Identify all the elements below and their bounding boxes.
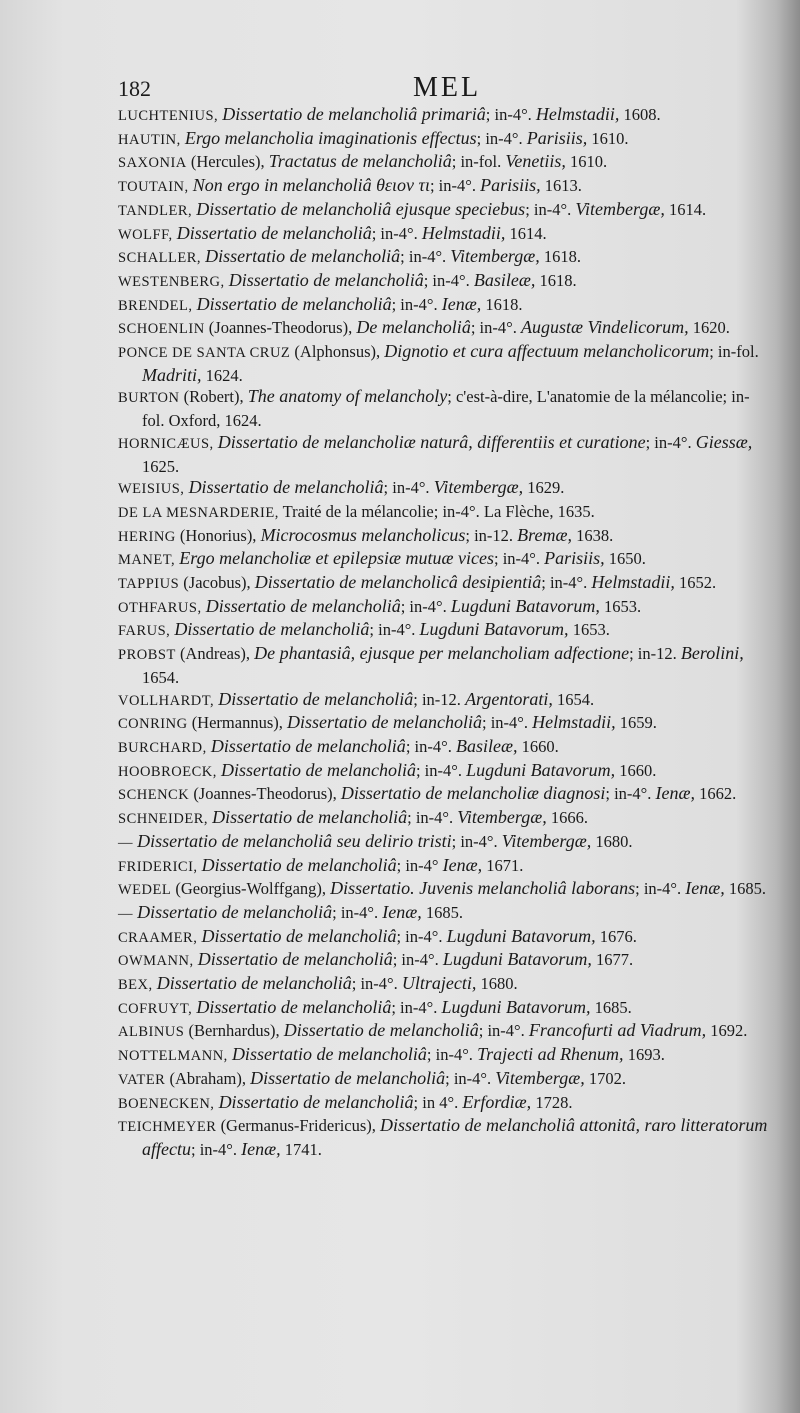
entry-title: Dissertatio de melancholiâ attonitâ, raro litteratorum affectu — [142, 1115, 768, 1159]
entry-place: Helmstadii, — [535, 104, 620, 124]
entry-place: Bremæ, — [517, 524, 572, 545]
entry-text: (Abraham), — [165, 1068, 251, 1088]
entry-rest: ; in-fol. — [451, 152, 506, 172]
entry-title: Dissertatio de melancholiâ — [287, 712, 482, 733]
entry-place: Argentorati, — [465, 688, 553, 709]
entry-title: Dignotio et cura affectuum melancholicorum — [384, 341, 710, 362]
entry-author: WEDEL — [118, 882, 172, 899]
entry-tail: 1614. — [664, 199, 707, 219]
entry-tail: 1677. — [591, 950, 634, 970]
page-number: 182 — [118, 76, 151, 101]
bibliography-entry — [118, 128, 768, 152]
entry-author: COFRUYT, — [118, 1000, 193, 1017]
entry-rest: ; in-4°. — [485, 105, 536, 124]
entry-text: (Andreas), — [175, 644, 255, 664]
entry-author: CONRING — [118, 716, 188, 733]
entry-title: Dissertatio de melancholiâ — [231, 1044, 427, 1065]
entry-rest: ; in-4°. — [645, 432, 696, 452]
entry-text: (Germanus-Fridericus), — [216, 1116, 381, 1136]
entry-title: Dissertatio de melancholiâ — [201, 925, 397, 946]
entry-title: Dissertatio de melancholiâ — [196, 293, 392, 314]
entry-tail: 1702. — [584, 1068, 626, 1088]
bibliography-entry — [118, 386, 768, 431]
entry-rest: ; in-4°. — [525, 199, 576, 219]
entry-tail: 1653. — [599, 596, 642, 616]
entry-author: — — [118, 905, 133, 922]
bibliography-entry — [118, 1020, 768, 1044]
entry-text: (Georgius-Wolffgang), — [171, 879, 331, 899]
entry-rest: ; in-4°. — [369, 620, 420, 640]
entry-place: Vitembergæ, — [450, 246, 540, 267]
entry-place: Francofurti ad Viadrum, — [528, 1020, 707, 1041]
bibliography-entry — [118, 736, 768, 760]
entry-place: Parisiis, — [544, 548, 605, 569]
bibliography-entry — [118, 175, 768, 199]
entry-author: HAUTIN, — [118, 131, 181, 148]
entry-tail: 1693. — [623, 1045, 665, 1065]
entry-text: (Alphonsus), — [290, 342, 385, 362]
entry-tail: 1685. — [590, 997, 632, 1017]
entry-title: Dissertatio de melancholiâ — [205, 595, 401, 616]
entry-rest: ; in-4°. — [190, 1139, 242, 1159]
entry-tail: 1685. — [724, 879, 767, 899]
entry-place: Basileæ, — [473, 269, 536, 290]
bibliography-entry — [118, 643, 768, 688]
entry-tail: 1680. — [476, 974, 518, 994]
entry-author: FARUS, — [118, 623, 171, 640]
entry-author: BURTON — [118, 390, 180, 407]
entry-tail: 1610. — [565, 152, 608, 172]
entry-author: SAXONIA — [118, 155, 187, 172]
entry-place: Vitembergæ, — [495, 1067, 585, 1088]
bibliography-entry — [118, 902, 768, 926]
entry-tail: 1671. — [482, 855, 524, 875]
entry-title: Dissertatio de melancholiâ seu delirio tristi — [137, 830, 452, 851]
entry-tail: 1608. — [619, 105, 661, 124]
entry-place: Venetiis, — [505, 151, 566, 172]
entry-tail: 1692. — [706, 1021, 748, 1041]
entry-rest: ; in-4°. — [451, 831, 502, 851]
bibliography-entry — [118, 973, 768, 997]
entry-place: Lugduni Batavorum, — [442, 949, 592, 970]
entry-tail: 1685. — [421, 902, 463, 922]
entry-tail: 1618. — [539, 247, 582, 267]
entry-title: Dissertatio de melancholiæ naturâ, differentiis et curatione — [217, 431, 646, 452]
entry-tail: 1625. — [142, 456, 180, 476]
entry-place: Lugduni Batavorum, — [466, 759, 616, 780]
entry-tail: 1618. — [535, 270, 577, 290]
entry-place: Ienæ, — [442, 854, 483, 875]
entry-author: PONCE DE SANTA CRUZ — [118, 345, 291, 362]
entry-place: Basileæ, — [455, 735, 518, 756]
entry-author: HOOBROECK, — [118, 763, 217, 780]
entry-place: Ienæ, — [655, 783, 695, 804]
entry-title: De melancholiâ — [356, 317, 471, 338]
bibliography-entry — [118, 341, 768, 386]
entry-title: Dissertatio de melancholiâ — [176, 222, 372, 243]
entry-rest: ; in-4°. — [383, 478, 434, 498]
entry-title: Ergo melancholiæ et epilepsiæ mutuæ vices — [179, 548, 495, 569]
entry-place: Giessæ, — [695, 431, 753, 452]
entry-rest: ; in-4°. — [423, 270, 474, 290]
entry-title: Dissertatio de melancholiâ — [250, 1067, 446, 1088]
entry-rest: ; in-12. — [413, 689, 466, 709]
entry-rest: ; in-4°. — [445, 1068, 496, 1088]
entry-place: Vitembergæ, — [433, 477, 524, 498]
entry-author: OTHFARUS, — [118, 599, 202, 616]
entry-place: Lugduni Batavorum, — [441, 996, 591, 1017]
entry-title: Dissertatio de melancholiâ — [228, 269, 424, 290]
entry-author: TEICHMEYER — [118, 1119, 217, 1136]
entry-tail: 1660. — [615, 760, 657, 780]
entry-tail: 1662. — [695, 784, 737, 804]
entry-author: — — [118, 834, 133, 851]
entry-tail: 1654. — [552, 689, 595, 709]
bibliography-entry — [118, 317, 768, 341]
entry-title: Microcosmus melancholicus — [260, 524, 466, 545]
entry-place: Madriti, — [142, 364, 202, 385]
entry-text: (Hercules), — [186, 152, 269, 172]
entry-tail: 1618. — [481, 294, 523, 314]
bibliography-entry — [118, 949, 768, 973]
entry-place: Parisiis, — [526, 127, 588, 148]
entry-author: BOENECKEN, — [118, 1095, 215, 1112]
bibliography-entry — [118, 712, 768, 736]
entry-place: Vitembergæ, — [501, 830, 592, 851]
entry-tail: 1613. — [540, 176, 582, 196]
bibliography-entry — [118, 548, 768, 572]
entry-rest: ; in-4°. — [392, 950, 443, 970]
entry-place: Ultrajecti, — [401, 973, 477, 994]
entry-rest: ; in-4°. — [371, 223, 422, 243]
entry-tail: 1660. — [517, 736, 559, 756]
entry-author: ALBINUS — [118, 1024, 185, 1041]
entry-text: (Joannes-Theodorus), — [204, 318, 357, 338]
entry-place: Trajecti ad Rhenum, — [477, 1044, 624, 1065]
entry-place: Erfordiæ, — [462, 1091, 532, 1112]
entry-rest: ; in-4°. — [391, 997, 442, 1017]
bibliography-entry — [118, 807, 768, 831]
entry-author: SCHALLER, — [118, 250, 202, 267]
entry-title: Dissertatio de melancholiâ — [201, 854, 397, 875]
entry-tail: 1659. — [615, 713, 657, 733]
entry-place: Helmstadii, — [421, 222, 506, 243]
entry-title: Dissertatio de melancholiâ — [205, 246, 401, 267]
entry-author: BRENDEL, — [118, 297, 193, 314]
entry-author: CRAAMER, — [118, 929, 198, 946]
entry-place: Parisiis, — [480, 175, 541, 196]
entry-rest: ; in-4°. — [400, 596, 451, 616]
entry-text: (Hermannus), — [187, 713, 287, 733]
entry-rest: ; in-4°. — [470, 318, 521, 338]
entry-tail: 1620. — [688, 318, 730, 338]
entry-rest: ; in-4°. — [426, 1045, 478, 1065]
entry-title: Dissertatio de melancholiâ — [210, 735, 406, 756]
entry-author: PROBST — [118, 647, 176, 664]
entry-title: Dissertatio de melancholiâ — [174, 619, 370, 640]
entry-author: VOLLHARDT, — [118, 692, 215, 709]
entry-place: Helmstadii, — [591, 572, 675, 593]
entry-tail: 1629. — [523, 478, 565, 498]
entry-tail: 1624. — [201, 365, 243, 385]
entry-author: HORNICÆUS, — [118, 435, 214, 452]
entry-rest: ; in-4°. — [541, 573, 592, 593]
entry-rest: ; in-4°. — [415, 760, 467, 780]
entry-rest: ; in-4°. — [396, 926, 447, 946]
bibliography-entry — [118, 104, 768, 128]
entry-author: NOTTELMANN, — [118, 1048, 228, 1065]
entry-author: DE LA MESNARDERIE, — [118, 504, 279, 521]
entry-rest: ; in-4°. — [351, 974, 402, 994]
entry-tail: 1666. — [546, 808, 588, 828]
entry-title: Dissertatio de melancholiâ — [196, 996, 392, 1017]
entry-title: Dissertatio de melancholiâ — [283, 1020, 479, 1041]
bibliography-entry — [118, 572, 768, 596]
entry-text: (Bernhardus), — [184, 1021, 284, 1041]
entry-place: Lugduni Batavorum, — [450, 595, 600, 616]
entry-rest: ; in-4°. — [429, 176, 481, 196]
entry-rest: ; in-4°. — [405, 736, 456, 756]
bibliography-entry — [118, 1044, 768, 1068]
bibliography-entry — [118, 246, 768, 270]
bibliography-entry — [118, 1115, 768, 1160]
entry-rest: ; in 4°. — [413, 1092, 463, 1112]
bibliography-entry — [118, 1092, 768, 1116]
entry-tail: 1741. — [280, 1139, 322, 1159]
entry-rest: ; c'est-à-dire, L'anatomie de la mélancolie; in-fol. Oxford, 1624. — [142, 387, 750, 431]
entry-title: Dissertatio de melancholiæ diagnosi — [340, 783, 606, 804]
entry-title: Dissertatio de melancholiâ — [220, 759, 416, 780]
entry-author: MANET, — [118, 552, 176, 569]
entry-author: BURCHARD, — [118, 739, 207, 756]
entry-title: Dissertatio de melancholiâ — [156, 973, 352, 994]
entry-place: Helmstadii, — [532, 712, 616, 733]
entry-title: Dissertatio de melancholiâ — [188, 477, 384, 498]
entry-place: Ienæ, — [441, 293, 482, 314]
entry-title: Dissertatio de melancholiâ — [218, 1091, 414, 1112]
entry-rest: ; in-12. — [465, 525, 518, 545]
entry-title: De phantasiâ, ejusque per melancholiam adfectione — [254, 643, 630, 664]
page-header — [118, 72, 768, 106]
running-head: MEL — [413, 72, 482, 103]
entry-tail: 1610. — [587, 128, 629, 148]
entry-title: Dissertatio de melancholiâ — [212, 807, 408, 828]
entry-title: Ergo melancholia imaginationis effectus — [184, 127, 477, 148]
entry-author: WOLFF, — [118, 226, 173, 243]
bibliography-entry — [118, 477, 768, 501]
entry-place: Ienæ, — [685, 878, 725, 899]
entry-tail: 1638. — [571, 525, 614, 545]
entry-author: TANDLER, — [118, 202, 193, 219]
entry-rest: ; in-4° — [396, 855, 443, 875]
entry-place: Lugduni Batavorum, — [446, 925, 596, 946]
bibliography-entry — [118, 432, 768, 477]
bibliography-entry — [118, 760, 768, 784]
entry-author: WEISIUS, — [118, 481, 185, 498]
entry-tail: 1680. — [591, 831, 633, 851]
entry-author: VATER — [118, 1071, 166, 1088]
entry-text: (Robert), — [179, 387, 248, 407]
bibliography-entry — [118, 294, 768, 318]
entry-place: Lugduni Batavorum, — [419, 619, 569, 640]
entry-author: OWMANN, — [118, 953, 194, 970]
entry-rest: ; in-4°. — [481, 713, 533, 733]
entry-author: BEX, — [118, 977, 153, 994]
entry-place: Augustæ Vindelicorum, — [520, 317, 689, 338]
entry-author: TAPPIUS — [118, 576, 180, 593]
bibliography-entry — [118, 501, 768, 525]
entry-author: TOUTAIN, — [118, 179, 189, 196]
entry-author: HERING — [118, 528, 176, 545]
entry-tail: 1652. — [674, 573, 717, 593]
entry-text: (Joannes-Theodorus), — [189, 784, 341, 804]
entry-text: (Jacobus), — [179, 573, 255, 593]
entry-rest: ; in-4°. — [391, 294, 442, 314]
entry-rest: ; in-4°. — [605, 784, 656, 804]
bibliography-entry — [118, 223, 768, 247]
entry-rest: ; in-12. — [629, 644, 681, 664]
entry-author: SCHOENLIN — [118, 321, 205, 338]
bibliography-entry — [118, 689, 768, 713]
bibliography-list — [118, 104, 768, 1161]
entry-title: Tractatus de melancholiâ — [268, 151, 452, 172]
entry-title: Dissertatio de melancholiâ — [197, 949, 393, 970]
bibliography-entry — [118, 855, 768, 879]
entry-tail: 1650. — [604, 549, 646, 569]
entry-title: Non ergo in melancholiâ θειον τι — [192, 175, 430, 196]
entry-title: The anatomy of melancholy — [247, 386, 448, 407]
entry-text: (Honorius), — [175, 525, 261, 545]
entry-title: Dissertatio de melancholiâ — [137, 901, 333, 922]
entry-tail: 1653. — [568, 620, 610, 640]
bibliography-entry — [118, 831, 768, 855]
entry-rest: ; in-4°. — [635, 879, 686, 899]
entry-author: LUCHTENIUS, — [118, 108, 219, 124]
entry-tail: 1614. — [505, 223, 547, 243]
entry-author: SCHNEIDER, — [118, 811, 208, 828]
bibliography-entry — [118, 997, 768, 1021]
entry-text: Traité de la mélancolie; in-4°. La Flèche, 1635. — [278, 501, 595, 521]
bibliography-entry — [118, 525, 768, 549]
entry-title: Dissertatio de melancholiâ ejusque speciebus — [196, 198, 526, 219]
entry-place: Ienæ, — [241, 1138, 281, 1159]
entry-author: WESTENBERG, — [118, 273, 225, 290]
entry-place: Berolini, — [680, 643, 744, 664]
entry-title: Dissertatio de melancholicâ desipientiâ — [254, 572, 542, 593]
bibliography-entry — [118, 619, 768, 643]
bibliography-entry — [118, 783, 768, 807]
bibliography-entry — [118, 1068, 768, 1092]
entry-author: SCHENCK — [118, 787, 190, 804]
entry-place: Vitembergæ, — [457, 807, 547, 828]
entry-place: Ienæ, — [382, 901, 422, 922]
bibliography-entry — [118, 199, 768, 223]
entry-rest: ; in-4°. — [407, 808, 458, 828]
entry-rest: ; in-fol. — [709, 342, 759, 362]
entry-title: Dissertatio de melancholiâ primariâ — [222, 104, 486, 124]
entry-rest: ; in-4°. — [494, 549, 545, 569]
entry-tail: 1676. — [595, 926, 637, 946]
entry-tail: 1654. — [142, 667, 180, 687]
bibliography-entry — [118, 878, 768, 902]
entry-place: Vitembergæ, — [575, 198, 665, 219]
entry-title: Dissertatio de melancholiâ — [218, 688, 414, 709]
entry-author: FRIDERICI, — [118, 858, 198, 875]
entry-rest: ; in-4°. — [400, 247, 451, 267]
bibliography-entry — [118, 596, 768, 620]
entry-rest: ; in-4°. — [332, 902, 383, 922]
entry-tail: 1728. — [531, 1092, 573, 1112]
entry-rest: ; in-4°. — [476, 128, 527, 148]
entry-rest: ; in-4°. — [478, 1021, 529, 1041]
bibliography-entry — [118, 270, 768, 294]
entry-title: Dissertatio. Juvenis melancholiâ laborans — [330, 878, 636, 899]
bibliography-entry — [118, 151, 768, 175]
bibliography-entry — [118, 926, 768, 950]
